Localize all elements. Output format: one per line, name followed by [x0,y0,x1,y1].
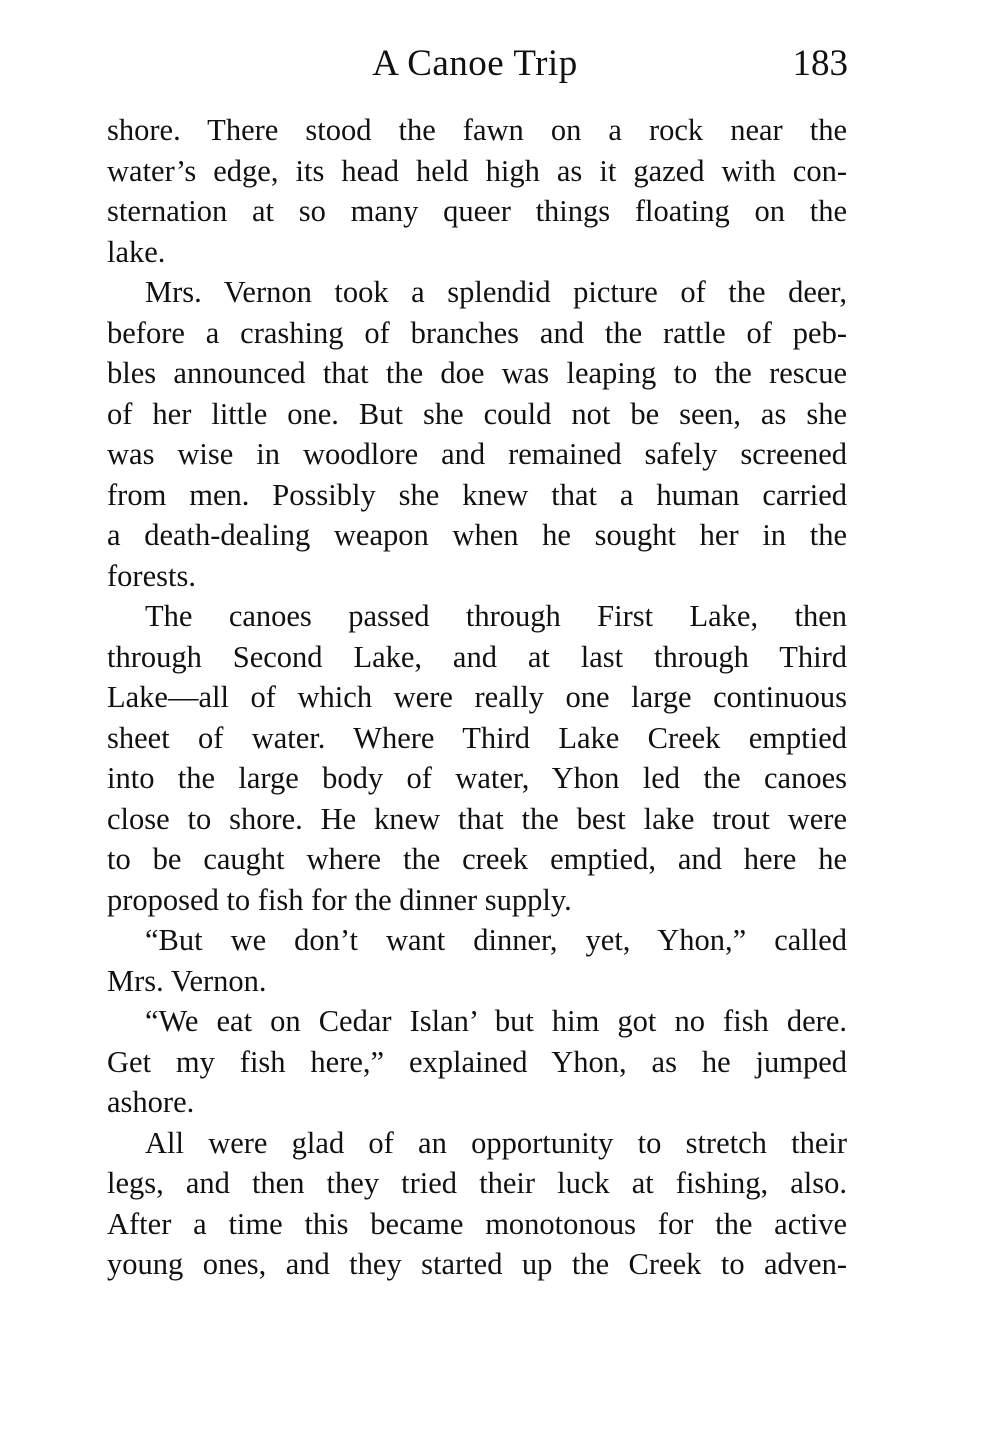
page-number: 183 [792,43,848,84]
text-line: proposed to fish for the dinner supply. [107,882,572,917]
text-line: The canoes passed through First Lake, then [145,599,847,633]
text-line: ashore. [107,1085,195,1119]
text-line: young ones, and they started up the Creek to adven- [107,1247,847,1281]
text-line: legs, and then they tried their luck at fishing, also. [107,1166,847,1200]
text-line: forests. [107,558,196,593]
text-line: sternation at so many queer things floating on the [107,194,847,228]
text-line: shore. There stood the fawn on a rock near the [107,113,847,147]
running-title: A Canoe Trip [372,43,578,84]
text-line: was wise in woodlore and remained safely screened [107,437,847,471]
text-line: “But we don’t want dinner, yet, Yhon,” called [145,923,847,957]
text-line: “We eat on Cedar Islan’ but him got no fish dere. [145,1004,847,1038]
text-line: to be caught where the creek emptied, and here he [107,842,847,876]
text-line: Mrs. Vernon. [107,963,267,998]
text-line: lake. [107,234,166,269]
text-line: of her little one. But she could not be seen, as she [107,396,847,431]
text-line: before a crashing of branches and the rattle of peb- [107,315,847,350]
text-line: All were glad of an opportunity to stretch their [145,1125,847,1160]
text-line: Get my fish here,” explained Yhon, as he jumped [107,1044,847,1079]
text-line: sheet of water. Where Third Lake Creek emptied [107,720,847,755]
body-text [107,110,847,1285]
text-line: close to shore. He knew that the best lake trout were [107,801,847,836]
text-line: water’s edge, its head held high as it gazed with con- [107,153,847,188]
text-line: Mrs. Vernon took a splendid picture of the deer, [145,275,847,309]
text-line: from men. Possibly she knew that a human carried [107,477,847,512]
text-line: Lake—all of which were really one large continuous [107,680,847,714]
text-line: through Second Lake, and at last through Third [107,639,847,674]
text-line: into the large body of water, Yhon led the canoes [107,761,847,795]
text-line: bles announced that the doe was leaping to the rescue [107,356,847,390]
text-line: a death-dealing weapon when he sought her in the [107,518,847,552]
text-line: After a time this became monotonous for the active [107,1206,847,1241]
